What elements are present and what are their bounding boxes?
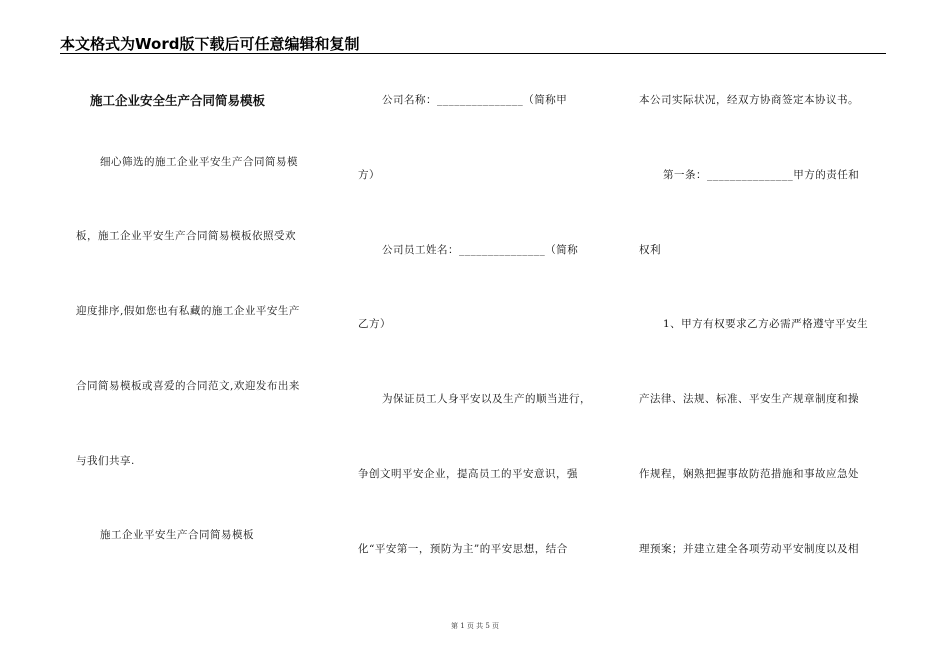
paragraph-line: 与我们共享. — [76, 455, 135, 467]
paragraph-line: 方） — [358, 169, 380, 181]
paragraph-line: 化“平安第一，预防为主”的平安思想，结合 — [358, 543, 568, 555]
document-title: 施工企业安全生产合同简易模板 — [90, 93, 266, 108]
header-divider — [60, 53, 886, 54]
document-header: 本文格式为Word版下载后可任意编辑和复制 — [60, 35, 360, 53]
paragraph-line: 合同简易模板或喜爱的合同范文,欢迎发布出来 — [76, 380, 300, 392]
paragraph-line: 产法律、法规、标准、平安生产规章制度和操 — [639, 393, 859, 405]
paragraph-line: 权利 — [639, 244, 661, 256]
paragraph-line: 公司名称：_______________（简称甲 — [382, 94, 568, 106]
paragraph-line: 乙方） — [358, 318, 391, 330]
paragraph-line: 板，施工企业平安生产合同简易模板依照受欢 — [76, 230, 296, 242]
paragraph-line: 第一条：_______________甲方的责任和 — [663, 169, 860, 181]
paragraph-line: 细心筛选的施工企业平安生产合同简易模 — [100, 156, 298, 168]
page-number: 第 1 页 共 5 页 — [450, 622, 500, 630]
paragraph-line: 施工企业平安生产合同简易模板 — [100, 529, 254, 541]
paragraph-line: 为保证员工人身平安以及生产的顺当进行， — [382, 393, 591, 405]
paragraph-line: 公司员工姓名：_______________（简称 — [382, 244, 579, 256]
paragraph-line: 争创文明平安企业，提高员工的平安意识，强 — [358, 468, 578, 480]
paragraph-line: 本公司实际状况，经双方协商签定本协议书。 — [639, 94, 859, 106]
paragraph-line: 迎度排序,假如您也有私藏的施工企业平安生产 — [76, 305, 300, 317]
paragraph-line: 1、甲方有权要求乙方必需严格遵守平安生 — [663, 318, 869, 330]
paragraph-line: 理预案；并建立建全各项劳动平安制度以及相 — [639, 543, 859, 555]
paragraph-line: 作规程，娴熟把握事故防范措施和事故应急处 — [639, 468, 859, 480]
